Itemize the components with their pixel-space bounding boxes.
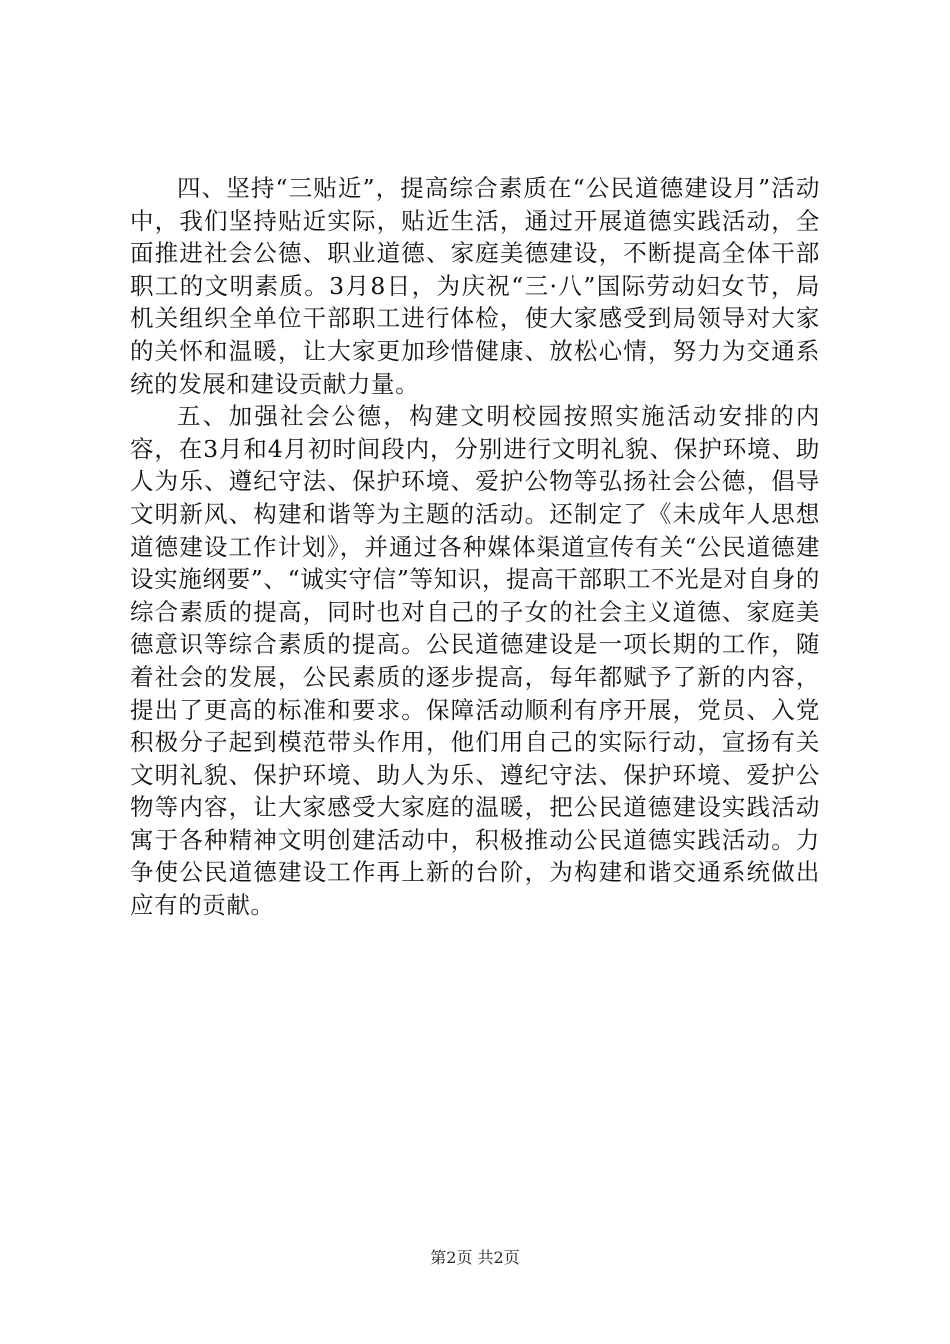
paragraph-four: 四、坚持“三贴近”，提高综合素质在“公民道德建设月”活动中，我们坚持贴近实际，贴近生活，通过开展道德实践活动，全面推进社会公德、职业道德、家庭美德建设，不断提高全体干部职工的文明素质。3月8日，为庆祝“三·八”国际劳动妇女节，局机关组织全单位干部职工进行体检，使大家感受到局领导对大家的关怀和温暖，让大家更加珍惜健康、放松心情，努力为交通系统的发展和建设贡献力量。 <box>130 174 820 398</box>
document-body <box>130 172 820 922</box>
paragraph-five: 五、加强社会公德，构建文明校园按照实施活动安排的内容，在3月和4月初时间段内，分别进行文明礼貌、保护环境、助人为乐、遵纪守法、保护环境、爱护公物等弘扬社会公德，倡导文明新风、构建和谐等为主题的活动。还制定了《未成年人思想道德建设工作计划》，并通过各种媒体渠道宣传有关“公民道德建设实施纲要”、“诚实守信”等知识，提高干部职工不光是对自身的综合素质的提高，同时也对自己的子女的社会主义道德、家庭美德意识等综合素质的提高。公民道德建设是一项长期的工作，随着社会的发展，公民素质的逐步提高，每年都赋予了新的内容，提出了更高的标准和要求。保障活动顺利有序开展，党员、入党积极分子起到模范带头作用，他们用自己的实际行动，宣扬有关文明礼貌、保护环境、助人为乐、遵纪守法、保护环境、爱护公物等内容，让大家感受大家庭的温暖，把公民道德建设实践活动寓于各种精神文明创建活动中，积极推动公民道德实践活动。力争使公民道德建设工作再上新的台阶，为构建和谐交通系统做出应有的贡献。 <box>130 402 820 920</box>
page-number-footer: 第2页 共2页 <box>430 1248 520 1267</box>
